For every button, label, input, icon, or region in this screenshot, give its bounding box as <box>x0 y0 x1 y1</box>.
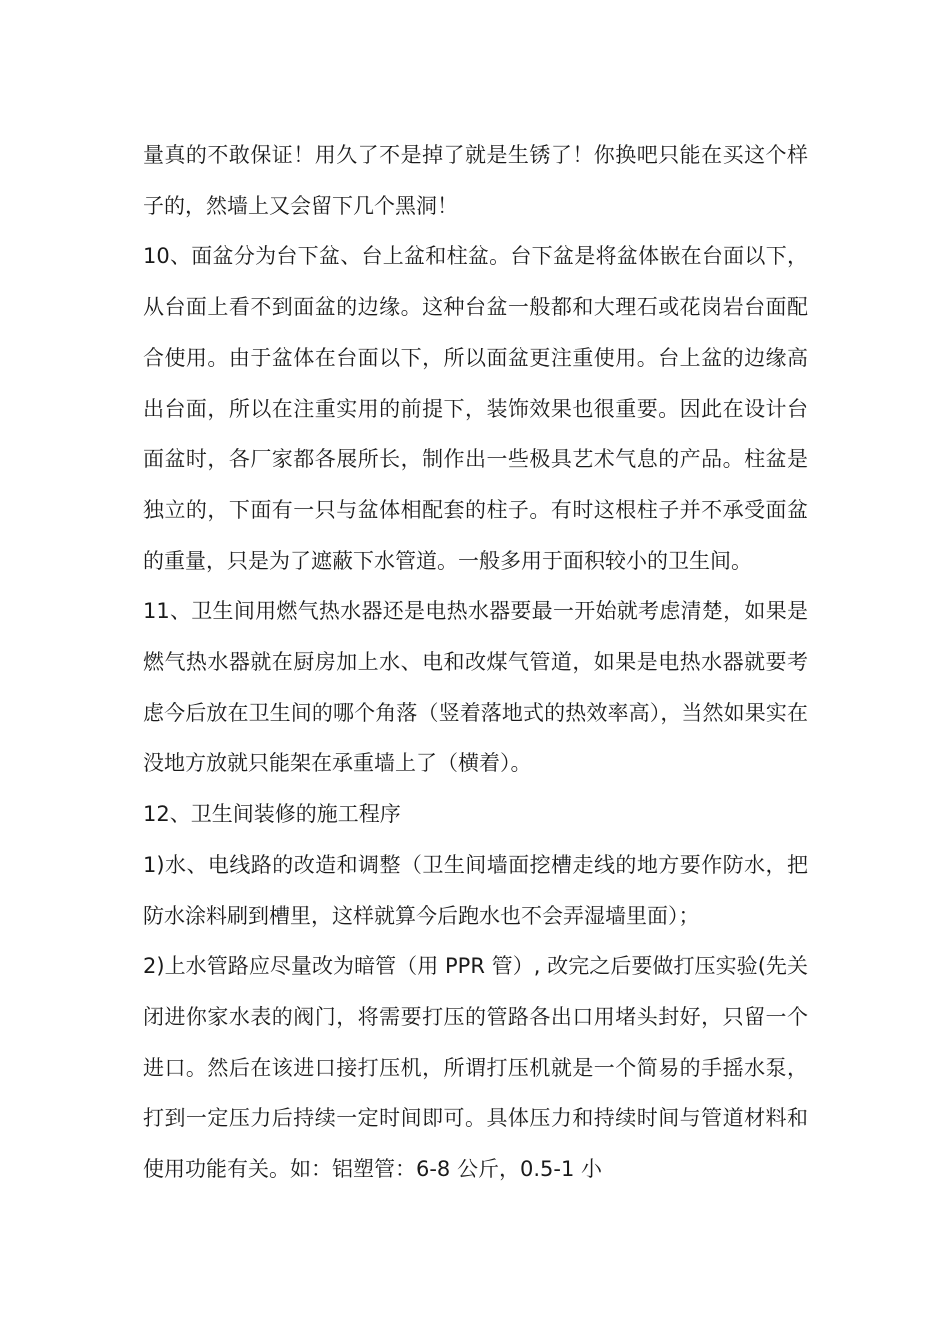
paragraph-item-10: 10、面盆分为台下盆、台上盆和柱盆。台下盆是将盆体嵌在台面以下，从台面上看不到面盆的边缘。这种台盆一般都和大理石或花岗岩台面配合使用。由于盆体在台面以下，所以面盆更注重使用。台上盆的边缘高出台面，所以在注重实用的前提下，装饰效果也很重要。因此在设计台面盆时，各厂家都各展所长，制作出一些极具艺术气息的产品。柱盆是独立的，下面有一只与盆体相配套的柱子。有时这根柱子并不承受面盆的重量，只是为了遮蔽下水管道。一般多用于面积较小的卫生间。 <box>143 244 808 573</box>
paragraph-step-1: 1)水、电线路的改造和调整（卫生间墙面挖槽走线的地方要作防水，把防水涂料刷到槽里，这样就算今后跑水也不会弄湿墙里面）； <box>143 852 808 928</box>
paragraph-item-12-heading: 12、卫生间装修的施工程序 <box>143 802 401 827</box>
paragraph-step-2: 2)上水管路应尽量改为暗管（用 PPR 管）, 改完之后要做打压实验(先关闭进你家水表的阀门，将需要打压的管路各出口用堵头封好，只留一个进口。然后在该进口接打压机，所谓打压机就是一个简易的手摇水泵，打到一定压力后持续一定时间即可。具体压力和持续时间与管道材料和使用功能有关。如：铝塑管：6-8 公斤，0.5-1 小 <box>143 954 808 1182</box>
paragraph-continuation: 量真的不敢保证！用久了不是掉了就是生锈了！你换吧只能在买这个样子的，然墙上又会留下几个黑洞！ <box>143 143 808 218</box>
paragraph-item-11: 11、卫生间用燃气热水器还是电热水器要最一开始就考虑清楚，如果是燃气热水器就在厨房加上水、电和改煤气管道，如果是电热水器就要考虑今后放在卫生间的哪个角落（竖着落地式的热效率高），当然如果实在没地方放就只能架在承重墙上了（横着）。 <box>143 599 808 776</box>
document-body <box>143 130 808 1195</box>
